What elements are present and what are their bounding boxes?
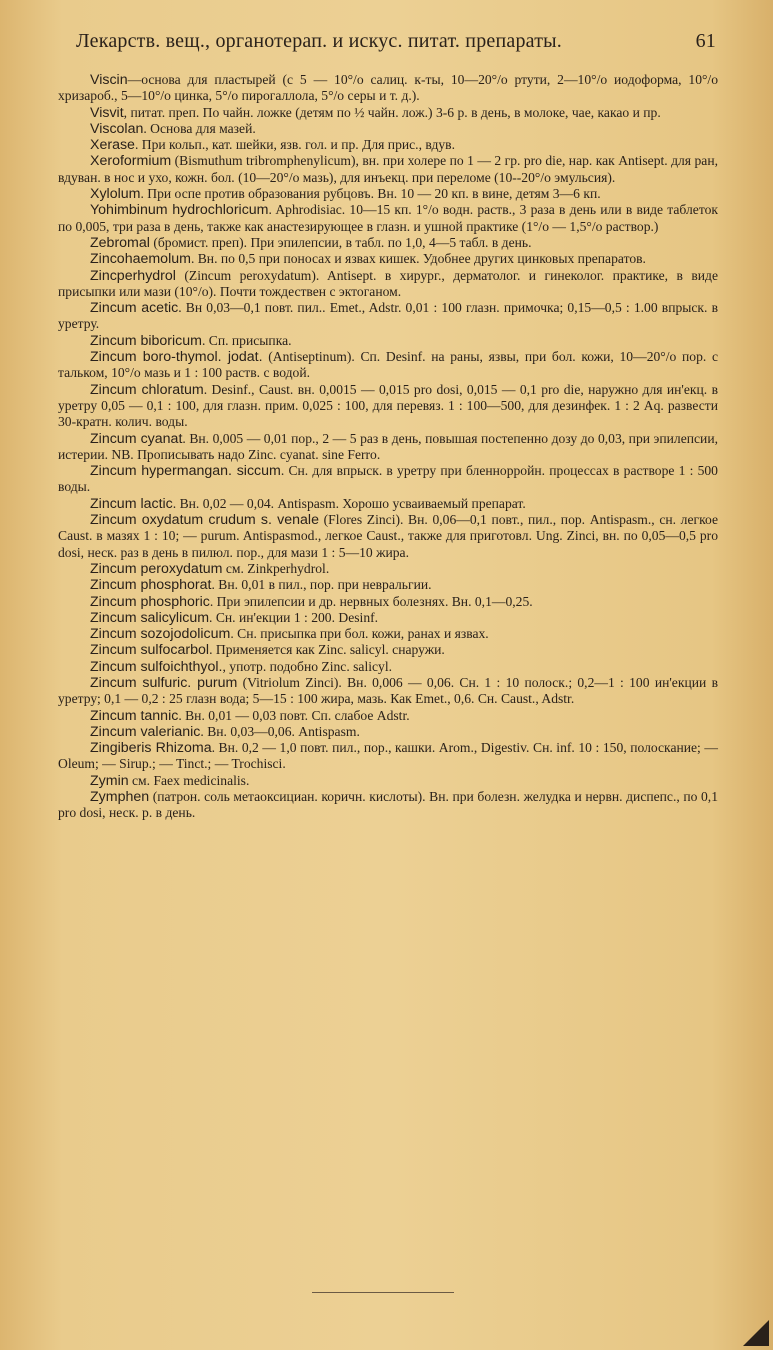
- entry-text: —основа для пластырей (с 5 — 10°/о салиц. к-ты, 10—20°/о ртути, 2—10°/о иодоформа, 10°/о хризароб., 5—10°/о цинка, 5°/о пирогаллола, 5°/о серы и т. д.).: [58, 72, 718, 104]
- entry-text: . Вн. 0,01 в пил., пор. при невральгии.: [211, 577, 432, 593]
- entry: [58, 512, 718, 561]
- header-title: Лекарств. вещ., органотерап. и искус. питат. препараты.: [76, 30, 562, 52]
- entry-text: . Вн 0,03—0,1 повт. пил.. Emet., Adstr. 0,01 : 100 глазн. примочка; 0,15—0,5 : 1.00 впрыск. в уретру.: [58, 300, 719, 332]
- entry: [58, 268, 718, 301]
- entry-term: Zincohaemolum: [90, 251, 191, 268]
- entry-text: . Вн. 0,01 — 0,03 повт. Сп. слабое Adstr.: [178, 707, 410, 723]
- entry-text: см. Zinkperhydrol.: [222, 560, 330, 576]
- entry: [58, 251, 718, 267]
- entry-text: . При эпилепсии и др. нервных болезнях. Вн. 0,1—0,25.: [209, 593, 533, 609]
- entry: [58, 235, 718, 251]
- entry: [58, 121, 718, 137]
- entry: [58, 610, 718, 626]
- entry-term: Visvit: [90, 104, 124, 121]
- entry: [58, 496, 718, 512]
- entry-text: . Сн. присыпка при бол. кожи, ранах и язвах.: [230, 626, 489, 642]
- entry-term: Zymphen: [90, 789, 150, 806]
- entry: [58, 153, 718, 186]
- entry-term: Zincum cyanat: [90, 430, 183, 447]
- entry-text: . Основа для мазей.: [143, 120, 256, 136]
- entry: [58, 740, 718, 773]
- entry-term: Yohimbinum hydrochloricum: [90, 202, 269, 219]
- entry-text: см. Faex medicinalis.: [128, 772, 250, 788]
- entry: [58, 773, 718, 789]
- entry-term: Zincum peroxydatum: [90, 560, 223, 577]
- entry-text: . Сн. ин'екции 1 : 200. Desinf.: [209, 609, 379, 625]
- entry: [58, 137, 718, 153]
- page-number: 61: [695, 30, 716, 52]
- entry: [58, 105, 718, 121]
- entry-term: Zincum biboricum: [90, 332, 202, 349]
- entry-term: Zymin: [90, 772, 129, 789]
- entry-term: Zincum chloratum: [90, 381, 204, 398]
- entry-term: Zincum salicylicum: [90, 609, 210, 626]
- entry-term: Viscin: [90, 72, 128, 88]
- entry-text: (Flores Zinci). Вн. 0,06—0,1 повт., пил., пор. Antispasm., сн. легкое Caust. в мазях 1 : 10; — purum. Antispasmod., легкое Caust., также для приготовл. Ung. Zinci, вн. по 0,05—0,5 pro dosi, неск. раз в день в пилюл. пор., для мази 1 : 5—10 жира.: [58, 512, 718, 560]
- entry-term: Zincum acetic: [90, 300, 179, 317]
- entry-term: Zebromal: [90, 234, 150, 251]
- entry: [58, 594, 718, 610]
- entry: [58, 202, 718, 235]
- entry-term: Zincum phosphoric: [90, 593, 210, 610]
- entry-term: Zincum sulfocarbol: [90, 642, 210, 659]
- entry: [58, 642, 718, 658]
- page-corner-mark: [743, 1320, 769, 1346]
- entry: [58, 789, 718, 822]
- entry-term: Zincum hypermangan. siccum: [90, 463, 281, 480]
- entry-text: . Вн. 0,005 — 0,01 пор., 2 — 5 раз в день, повышая постепенно дозу до 0,03, при эпилепсии, истерии. NB. Прописывать надо Zinc. cyanat. sine Ferro.: [58, 430, 718, 462]
- entry: [58, 724, 718, 740]
- entry-text: . Вн. 0,02 — 0,04. Antispasm. Хорошо усваиваемый препарат.: [172, 495, 526, 511]
- entry-list: [58, 72, 718, 822]
- entry-term: Xylolum: [90, 186, 141, 203]
- entry-text: . При кольп., кат. шейки, язв. гол. и пр. Для прис., вдув.: [134, 137, 455, 153]
- entry-term: Zincum boro-thymol. jodat.: [90, 349, 263, 366]
- entry-term: Zincum phosphorat: [90, 577, 212, 594]
- entry-text: (бромист. преп). При эпилепсии, в табл. по 1,0, 4—5 табл. в день.: [149, 234, 532, 250]
- entry-term: Zincum oxydatum crudum s. venale: [90, 512, 319, 529]
- entry-text: , питат. преп. По чайн. ложке (детям по ½ чайн. лож.) 3-6 р. в день, в молоке, чае, какао и пр.: [123, 104, 661, 120]
- entry-term: Xerase: [90, 137, 135, 154]
- entry-text: (Vitriolum Zinci). Вн. 0,006 — 0,06. Сн. 1 : 10 полоск.; 0,2—1 : 100 ин'екции в уретру; 0,1 — 0,2 : 25 глазн вода; 5—15 : 100 жира, мазь. Как Emet., 0,6. Сн. Caust., Adstr.: [58, 674, 718, 707]
- entry: [58, 561, 718, 577]
- entry: [58, 463, 718, 496]
- entry-text: . Вн. 0,03—0,06. Antispasm.: [200, 723, 360, 739]
- entry-term: Zincperhydrol: [90, 267, 176, 284]
- entry-text: . Сп. присыпка.: [201, 332, 292, 348]
- entry-term: Viscolan: [90, 120, 144, 137]
- entry: [58, 349, 718, 382]
- entry-text: (Bismuthum tribromphenylicum), вн. при холере по 1 — 2 гр. pro die, нар. как Antisept. для ран, вдуван. в нос и ухо, кожн. бол. (10—20°/о мазь), для инъекц. при переломе (10--20°/о эмульсия).: [58, 153, 718, 185]
- entry: [58, 382, 718, 431]
- entry-text: . При оспе против образования рубцовъ. Вн. 10 — 20 кп. в вине, детям 3—6 кп.: [140, 186, 601, 202]
- entry-term: Zincum sozojodolicum: [90, 626, 231, 643]
- entry: [58, 300, 718, 333]
- entry-text: . Вн. 0,2 — 1,0 повт. пил., пор., кашки. Arom., Digestiv. Сн. inf. 10 : 150, полоскание; — Oleum; — Sirup.; — Tinct.; — Trochisci.: [58, 740, 718, 772]
- entry-text: . Вн. по 0,5 при поносах и язвах кишек. Удобнее других цинковых препаратов.: [190, 251, 646, 267]
- entry: [58, 431, 718, 464]
- entry-text: (патрон. соль метаоксициан. коричн. кислоты). Вн. при болезн. желудка и нервн. диспепс., по 0,1 pro dosi, неск. р. в день.: [58, 789, 718, 821]
- end-rule: [312, 1292, 454, 1293]
- entry-term: Zincum tannic: [90, 707, 179, 724]
- entry-text: , употр. подобно Zinc. salicyl.: [222, 658, 393, 674]
- entry-term: Zincum valerianic: [90, 723, 201, 740]
- entry: [58, 72, 718, 105]
- entry: [58, 659, 718, 675]
- entry: [58, 333, 718, 349]
- entry-term: Zingiberis Rhizoma: [90, 740, 212, 757]
- entry: [58, 186, 718, 202]
- entry: [58, 577, 718, 593]
- entry-term: Xeroformium: [90, 153, 172, 170]
- running-header: [76, 30, 716, 53]
- entry: [58, 675, 718, 708]
- entry-text: . Сн. для впрыск. в уретру при бленнорройн. процессах в растворе 1 : 500 воды.: [58, 463, 718, 495]
- entry: [58, 708, 718, 724]
- entry-text: . Применяется как Zinc. salicyl. снаружи.: [209, 642, 445, 658]
- entry-text: (Antiseptinum). Сп. Desinf. на раны, язвы, при бол. кожи, 10—20°/о пор. с тальком, 10°/о мазь и 1 : 100 раств. с водой.: [58, 349, 719, 381]
- entry-term: Zincum sulfuric. purum: [90, 674, 238, 691]
- entry-text: (Zincum peroxydatum). Antisept. в хирург., дерматолог. и гинеколог. практике, в виде присыпки или мази (10°/о). Почти тождествен с эктоганом.: [58, 267, 718, 299]
- entry-term: Zincum lactic: [90, 495, 173, 512]
- entry-term: Zincum sulfoichthyol.: [90, 658, 223, 675]
- entry-text: . Aphrodisiac. 10—15 кп. 1°/о водн. раств., 3 раза в день или в виде таблеток по 0,005, три раза в день, также как анастезирующее в глазн. и ушной практике (1°/о — 1,5°/о раствор.): [58, 202, 718, 234]
- entry: [58, 626, 718, 642]
- entry-text: . Desinf., Caust. вн. 0,0015 — 0,015 pro dosi, 0,015 — 0,1 pro die, наружно для ин'екц. в уретру 0,05 — 0,1 : 100, для глазн. прим. 0,025 : 100, для перевяз. 1 : 100—500, для дезинфек. 1 : 2 Aq. развести 30-кратн. колич. воды.: [58, 381, 718, 430]
